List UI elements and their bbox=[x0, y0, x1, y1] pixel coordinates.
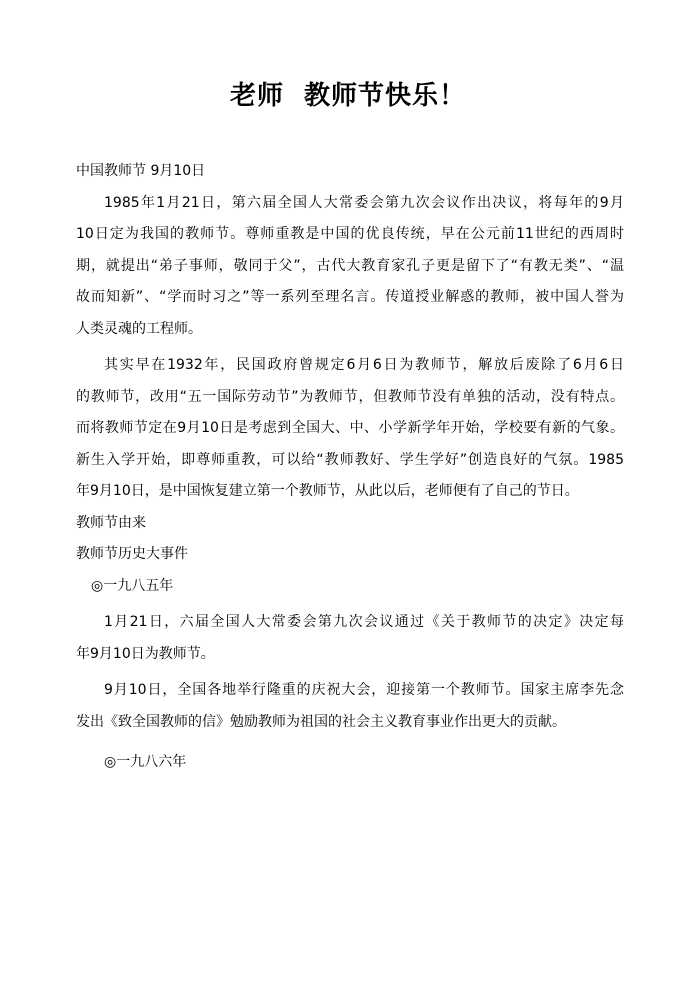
section-heading-teachers-day-date: 中国教师节 9月10日 bbox=[76, 163, 206, 179]
paragraph-line: 9月10日，全国各地举行隆重的庆祝大会，迎接第一个教师节。国家主席李先念 bbox=[104, 682, 624, 698]
paragraph-line: 年9月10日，是中国恢复建立第一个教师节，从此以后，老师便有了自己的节日。 bbox=[76, 483, 579, 499]
paragraph-line: 的教师节，改用“五一国际劳动节”为教师节，但教师节没有单独的活动，没有特点。 bbox=[76, 388, 624, 405]
document-body bbox=[76, 156, 624, 779]
paragraph-line: 10日定为我国的教师节。尊师重教是中国的优良传统，早在公元前11世纪的西周时 bbox=[76, 226, 624, 242]
paragraph-line: 1月21日，六届全国人大常委会第九次会议通过《关于教师节的决定》决定每 bbox=[104, 614, 624, 630]
document-title: 老师 教师节快乐！ bbox=[229, 81, 467, 111]
year-heading-1986: ◎一九八六年 bbox=[104, 754, 187, 770]
year-heading-1985: ◎一九八五年 bbox=[91, 577, 174, 594]
paragraph-line: 人类灵魂的工程师。 bbox=[76, 320, 202, 337]
paragraph-line: 其实早在1932年，民国政府曾规定6月6日为教师节，解放后废除了6月6日 bbox=[104, 357, 624, 373]
paragraph-line: 新生入学开始，即尊师重教，可以给“教师教好、学生学好”创造良好的气氛。1985 bbox=[76, 451, 624, 468]
paragraph-line: 而将教师节定在9月10日是考虑到全国大、中、小学新学年开始，学校要有新的气象。 bbox=[76, 420, 624, 436]
paragraph-line: 故而知新”、“学而时习之”等一系列至理名言。传道授业解惑的教师，被中国人誉为 bbox=[76, 289, 624, 305]
paragraph-line: 发出《致全国教师的信》勉励教师为祖国的社会主义教育事业作出更大的贡献。 bbox=[76, 713, 566, 730]
paragraph-line: 1985年1月21日，第六届全国人大常委会第九次会议作出决议，将每年的9月 bbox=[104, 194, 624, 211]
section-heading-history-events: 教师节历史大事件 bbox=[76, 546, 188, 562]
section-heading-origin: 教师节由来 bbox=[76, 514, 146, 531]
paragraph-line: 期，就提出“弟子事师，敬同于父”，古代大教育家孔子更是留下了“有教无类”、“温 bbox=[76, 257, 624, 274]
paragraph-line: 年9月10日为教师节。 bbox=[76, 645, 215, 662]
